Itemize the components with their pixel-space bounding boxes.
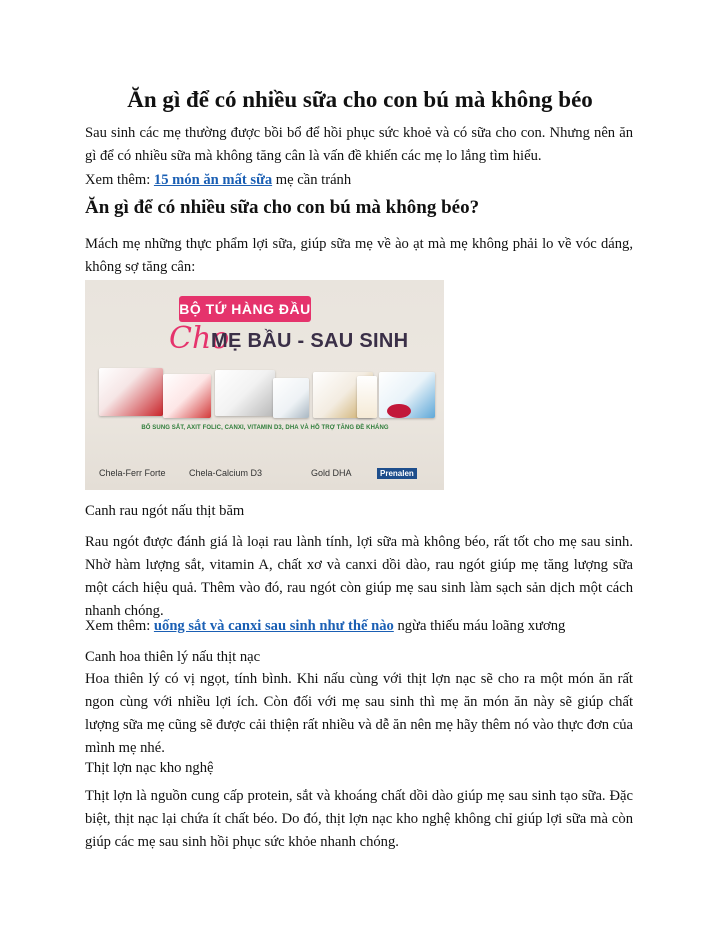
banner-subtitle: MẸ BẦU - SAU SINH bbox=[211, 330, 409, 352]
berries-decoration bbox=[387, 404, 411, 418]
dish-3-title: Thịt lợn nạc kho nghệ bbox=[85, 760, 214, 776]
product-box-chela-calcium bbox=[215, 370, 275, 416]
dish-3-body: Thịt lợn là nguồn cung cấp protein, sắt và khoáng chất dồi dào giúp mẹ sau sinh tạo sữa. Đặc biệt, thịt nạc lại chứa ít chất béo. Do đó, thịt lợn nạc kho nghệ không chỉ giúp lợi sữa mà còn giúp các mẹ sau sinh hồi phục sức khỏe nhanh chóng. bbox=[85, 788, 633, 850]
banner-label: BỘ TỨ HÀNG ĐẦU bbox=[179, 296, 311, 322]
banner-cho-script: Cho bbox=[169, 321, 230, 356]
brand-prenalen: Prenalen bbox=[377, 468, 417, 479]
see-more-1 bbox=[85, 169, 633, 192]
lead-paragraph: Mách mẹ những thực phẩm lợi sữa, giúp sữa mẹ về ào ạt mà mẹ không phải lo về vóc dáng, không sợ tăng cân: bbox=[85, 236, 633, 275]
brand-chela-ferr: Chela-Ferr Forte bbox=[99, 468, 166, 478]
brand-gold-dha: Gold DHA bbox=[311, 468, 352, 478]
product-bottle-calcium bbox=[273, 378, 309, 418]
product-bottle-dha bbox=[357, 376, 377, 418]
see-more-1-suffix: mẹ cần tránh bbox=[272, 172, 352, 188]
intro-paragraph: Sau sinh các mẹ thường được bồi bổ để hồi phục sức khoẻ và có sữa cho con. Nhưng nên ăn gì để có nhiều sữa mà không tăng cân là vấn đề khiến các mẹ lo lắng tìm hiểu. bbox=[85, 125, 633, 164]
see-more-1-prefix: Xem thêm: bbox=[85, 172, 154, 188]
see-more-2-prefix: Xem thêm: bbox=[85, 618, 154, 634]
banner-tagline: BỔ SUNG SẮT, AXIT FOLIC, CANXI, VITAMIN D3, DHA VÀ HỖ TRỢ TĂNG ĐỀ KHÁNG bbox=[141, 425, 389, 431]
section-heading: Ăn gì để có nhiều sữa cho con bú mà không béo? bbox=[85, 197, 480, 218]
link-15-mon-an-mat-sua[interactable]: 15 món ăn mất sữa bbox=[153, 172, 273, 188]
dish-1-body: Rau ngót được đánh giá là loại rau lành tính, lợi sữa mà không béo, rất tốt cho mẹ sau sinh. Nhờ hàm lượng sắt, vitamin A, chất xơ và canxi dồi dào, rau ngót giúp mẹ tăng lượng sữa một cách hiệu quả. Thêm vào đó, rau ngót còn giúp mẹ sau sinh làm sạch sản dịch một cách nhanh chóng. bbox=[85, 534, 633, 619]
dish-1-title: Canh rau ngót nấu thịt băm bbox=[85, 503, 245, 519]
see-more-2-suffix: ngừa thiếu máu loãng xương bbox=[393, 618, 566, 634]
product-box-chela-ferr bbox=[99, 368, 163, 416]
brand-chela-calcium: Chela-Calcium D3 bbox=[189, 468, 263, 478]
see-more-2 bbox=[85, 615, 633, 638]
product-box-chela-ferr-small bbox=[163, 374, 211, 418]
dish-2-body: Hoa thiên lý có vị ngọt, tính bình. Khi nấu cùng với thịt lợn nạc sẽ cho ra một món ăn rất ngon cùng với nhiều lợi ích. Còn đối với mẹ sau sinh thì mẹ ăn món ăn này sẽ giúp chất lượng sữa mẹ cũng sẽ được cải thiện rất nhiều và dễ ăn nên mẹ hãy thêm nó vào thực đơn của mình mẹ nhé. bbox=[85, 671, 633, 756]
product-banner-image bbox=[85, 280, 444, 490]
link-uong-sat-va-canxi[interactable]: uống sắt và canxi sau sinh như thế nào bbox=[153, 618, 394, 634]
page-title: Ăn gì để có nhiều sữa cho con bú mà không béo bbox=[127, 87, 593, 112]
dish-2-title: Canh hoa thiên lý nấu thịt nạc bbox=[85, 649, 261, 665]
